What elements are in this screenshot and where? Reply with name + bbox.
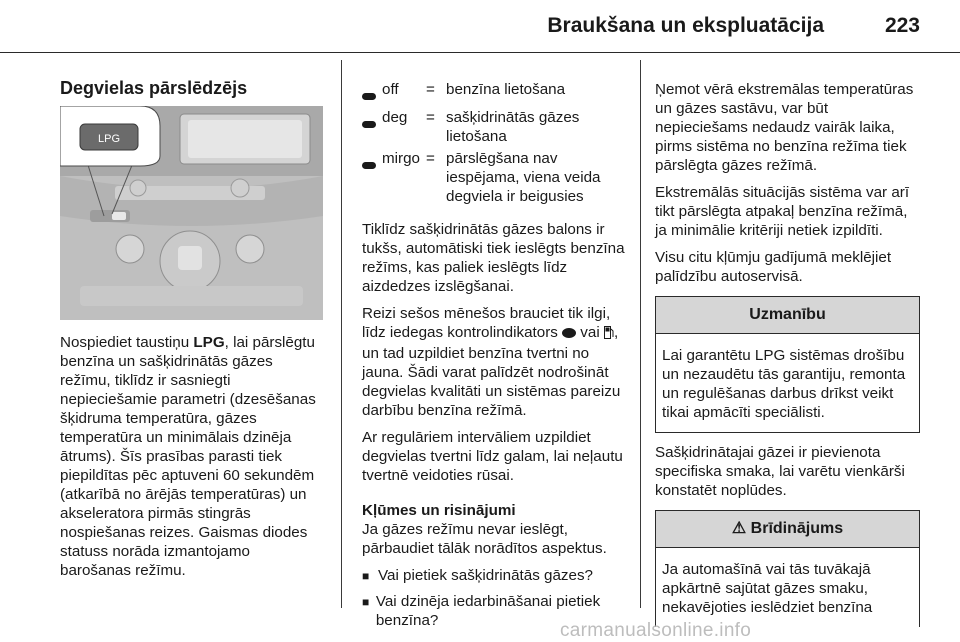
def-key: deg xyxy=(382,109,408,126)
bullet-square-icon: ■ xyxy=(362,569,370,583)
col2-p2-b: vai xyxy=(576,324,604,341)
column-divider-2 xyxy=(640,60,641,608)
caution-box xyxy=(655,296,920,433)
dashboard-figure xyxy=(60,106,323,320)
col2-p2 xyxy=(362,304,628,420)
def-mirgo xyxy=(362,149,628,206)
col3-p4: Sašķidrinātajai gāzei ir pievienota specifiska smaka, lai varētu vienkārši konstatēt noplūdes. xyxy=(655,444,905,499)
fuel-indicator-icon xyxy=(562,328,576,338)
def-deg xyxy=(362,108,628,146)
warning-body: Ja automašīnā vai tās tuvākajā apkārtnē sajūtat gāzes smaku, nekavējoties ieslēdziet benzīna xyxy=(662,561,873,616)
bullet-item xyxy=(362,566,628,586)
def-value: benzīna lietošana xyxy=(446,81,566,98)
col3-p3: Visu citu kļūmju gadījumā meklējiet palīdzību autoservisā. xyxy=(655,249,892,285)
def-eq: = xyxy=(426,150,435,167)
col2-p1: Tiklīdz sašķidrinātās gāzes balons ir tukšs, automātiski tiek ieslēgts benzīna režīms, kas paliek ieslēgts līdz aizdedzes izslēgšanai. xyxy=(362,221,625,295)
led-pill-icon xyxy=(362,121,376,128)
led-pill-icon xyxy=(362,162,376,169)
warning-triangle-icon: ⚠ xyxy=(731,520,747,537)
def-eq: = xyxy=(426,81,435,98)
col3-p1: Ņemot vērā ekstremālas temperatūras un gāzes sastāvu, var būt nepieciešams nedaudz vairāk laika, pirms sistēma no benzīna režīma tiek pārslēgta gāzes režīmā. xyxy=(655,81,914,174)
col2-p3: Ar regulāriem intervāliem uzpildiet degvielas tvertni līdz galam, lai neļautu tvertnē veidoties rūsai. xyxy=(362,429,623,484)
caution-title: Uzmanību xyxy=(656,297,919,334)
caution-body: Lai garantētu LPG sistēmas drošību un nezaudētu tās garantiju, remonta un regulēšanas darbus drīkst veikt tikai apmācīti speciālisti. xyxy=(662,347,906,421)
def-value: sašķidrinātās gāzes lietošana xyxy=(446,109,580,145)
watermark: carmanualsonline.info xyxy=(560,620,752,641)
def-eq: = xyxy=(426,109,435,126)
warning-box xyxy=(655,510,920,627)
header-title: Braukšana un ekspluatācija xyxy=(547,14,824,37)
fuel-pump-icon xyxy=(604,325,614,344)
lpg-key-label: LPG xyxy=(193,334,225,351)
col3-p2: Ekstremālās situācijās sistēma var arī tikt pārslēgta atpakaļ benzīna režīmā, ja minimālie kritēriji netiek izpildīti. xyxy=(655,184,910,239)
troubleshoot-heading: Kļūmes un risinājumi xyxy=(362,502,516,519)
column-divider-1 xyxy=(341,60,342,608)
def-key: off xyxy=(382,81,399,98)
section-title: Degvielas pārslēdzējs xyxy=(60,78,248,98)
col1-text-b: , lai pārslēgtu benzīna un sašķidrinātās gāzes režīmu, tiklīdz ir sasniegti nepieciešamie parametri (dzesēšanas šķidruma temperatūra, gāzes temperatūra un minimālais dzinēja ātrums). Šīs prasības parasti tiek piepildītas pēc aptuveni 60 sekundēm (atkarībā no ārējās temperatūras) un akseleratora pirmās stingrās nospiešanas reizes. Gaismas diodes statuss norāda izmantojamo barošanas režīmu. xyxy=(60,334,316,579)
bullet-text: Vai pietiek sašķidrinātās gāzes? xyxy=(378,567,593,584)
def-key: mirgo xyxy=(382,150,420,167)
header-rule xyxy=(0,52,960,53)
column-2 xyxy=(362,80,628,636)
col2-p2-a: Reizi sešos mēnešos brauciet tik ilgi, līdz iedegas kontrolindikators xyxy=(362,305,611,341)
col2-p2-c: , un tad uzpildiet benzīna tvertni no jauna. Šādi varat palīdzēt nodrošināt degvielas kvalitāti un sistēmas pareizu darbību benzīna režīmā. xyxy=(362,324,621,419)
col1-paragraph xyxy=(60,333,324,580)
led-pill-icon xyxy=(362,93,376,100)
warning-header xyxy=(656,511,919,548)
bullet-square-icon: ■ xyxy=(362,595,370,609)
lpg-button-label: LPG xyxy=(97,133,121,145)
bullet-text: Vai dzinēja iedarbināšanai pietiek benzīna? xyxy=(375,593,601,629)
def-value: pārslēgšana nav iespējama, viena veida degviela ir beigusies xyxy=(446,150,601,205)
page-number: 223 xyxy=(884,14,920,37)
col2-p4: Ja gāzes režīmu nevar ieslēgt, pārbaudiet tālāk norādītos aspektus. xyxy=(362,521,607,557)
warning-title: Brīdinājums xyxy=(750,520,844,537)
col1-text-a: Nospiediet taustiņu xyxy=(60,334,194,351)
def-off xyxy=(362,80,628,105)
column-3 xyxy=(655,80,920,637)
